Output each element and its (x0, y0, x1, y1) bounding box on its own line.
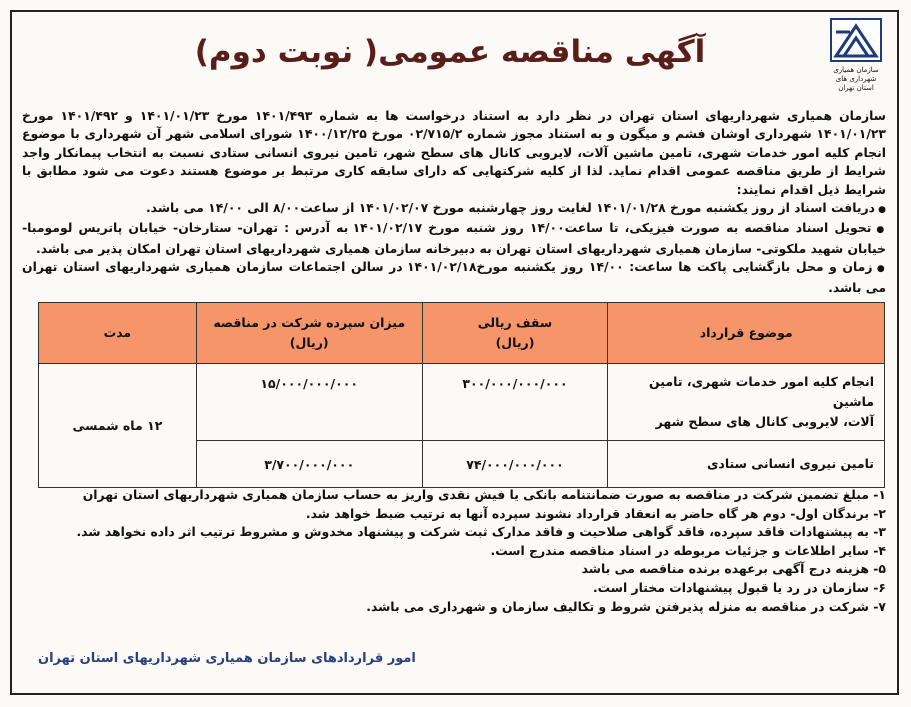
ceiling-cell: ۳۰۰/۰۰۰/۰۰۰/۰۰۰ (422, 364, 608, 441)
table-row (39, 364, 885, 441)
organization-logo (823, 18, 889, 90)
condition-item: ۶- سازمان در رد یا قبول پیشنهادات مختار است. (592, 579, 886, 595)
intro-paragraph: سازمان همیاری شهرداریهای استان تهران در نظر دارد به استناد درخواست ها به شماره ۱۴۰۱/۴۹۳ مورخ ۱۴۰۱/۰۱/۲۳ و ۱۴۰۱/۴۹۲ مورخ ۱۴۰۱/۰۱/۲۳ شهرداری اوشان فشم و میگون و به استناد مجوز شماره ۰۲/۷۱۵/۲ مورخ ۱۴۰۰/۱۲/۲۵ شورای اسلامی شهر آن شهرداری با موضوع انجام کلیه امور خدمات شهری، تامین ماشین آلات، لایروبی کانال های سطح شهر، تامین نیروی انسانی ستادی نسبت به انتخاب پیمانکار واجد شرایط از طریق مناقصه عمومی اقدام نماید. لذا از کلیه شرکتهایی که دارای سابقه کاری مرتبط بر موضوع هستند دعوت می شود مطابق با شرایط ذیل اقدام نمایند: (22, 108, 886, 197)
page-title: آگهی مناقصه عمومی( نوبت دوم) (194, 34, 706, 70)
deposit-cell: ۳/۷۰۰/۰۰۰/۰۰۰ (196, 441, 422, 488)
header-subject: موضوع قرارداد (608, 303, 885, 364)
condition-item: ۳- به پیشنهادات فاقد سپرده، فاقد گواهی صلاحیت و فاقد مدارک ثبت شرکت و پیشنهاد مخدوش و مشروط ترتیب اثر داده نخواهد شد. (76, 524, 886, 540)
bullet-item: ● تحویل اسناد مناقصه به صورت فیزیکی، تا ساعت۱۴/۰۰ روز شنبه مورخ ۱۴۰۱/۰۲/۱۷ به آدرس : تهران- ستارخان- خیابان پاتریس لومومبا- خیابان شهید ملکوتی- سازمان همیاری شهرداریهای استان تهران به دبیرخانه سازمان همیاری شهرداریهای استان تهران امکان پذیر می باشد. (22, 219, 886, 258)
deposit-cell: ۱۵/۰۰۰/۰۰۰/۰۰۰ (196, 364, 422, 441)
header-ceiling-unit: (ریال) (495, 335, 535, 350)
header-deposit (196, 303, 422, 364)
table-header-row (39, 303, 885, 364)
header-duration: مدت (39, 303, 197, 364)
condition-item: ۷- شرکت در مناقصه به منزله پذیرفتن شروط و تکالیف سازمان و شهرداری می باشد. (366, 598, 886, 614)
header-deposit-label: میزان سپرده شرکت در مناقصه (213, 315, 406, 330)
subject-cell: تامین نیروی انسانی ستادی (608, 441, 885, 488)
tender-table (38, 302, 885, 488)
logo-caption-line2: استان تهران (838, 84, 874, 92)
bullet-item: ● دریافت اسناد از روز یکشنبه مورخ ۱۴۰۱/۰۱/۲۸ لغایت روز چهارشنبه مورخ ۱۴۰۱/۰۲/۰۷ از ساعت۸/۰۰ الی ۱۴/۰۰ می باشد. (22, 199, 886, 219)
logo-icon (830, 18, 882, 62)
condition-item: ۴- سایر اطلاعات و جزئیات مربوطه در اسناد مناقصه مندرج است. (490, 542, 886, 558)
condition-item: ۱- مبلغ تضمین شرکت در مناقصه به صورت ضمانتنامه بانکی یا فیش نقدی واریز به حساب سازمان همیاری شهرداریهای استان تهران (82, 487, 886, 502)
subject-cell (608, 364, 885, 441)
condition-item: ۵- هزینه درج آگهی برعهده برنده مناقصه می باشد (581, 561, 886, 577)
header-deposit-unit: (ریال) (289, 335, 329, 350)
subject-line: انجام کلیه امور خدمات شهری، تامین ماشین (649, 374, 874, 409)
intro-section (22, 107, 886, 297)
conditions-list (22, 486, 886, 616)
logo-caption-line1: سازمان همیاری شهرداری های (833, 66, 879, 83)
bullet-item: ● زمان و محل بازگشایی پاکت ها ساعت: ۱۴/۰۰ روز یکشنبه مورخ۱۴۰۱/۰۲/۱۸ در سالن اجتماعات سازمان همیاری شهرداریهای استان تهران می باشد. (22, 258, 886, 297)
ceiling-cell: ۷۴/۰۰۰/۰۰۰/۰۰۰ (422, 441, 608, 488)
subject-line: آلات، لایروبی کانال های سطح شهر (655, 414, 874, 429)
footer-signature: امور قراردادهای سازمان همیاری شهرداریهای استان تهران (38, 651, 416, 666)
header-ceiling (422, 303, 608, 364)
duration-cell: ۱۲ ماه شمسی (39, 364, 197, 488)
condition-item: ۲- برندگان اول- دوم هر گاه حاضر به انعقاد قرارداد نشوند سپرده آنها به ترتیب ضبط خواهد شد. (305, 505, 886, 521)
header-ceiling-label: سقف ریالی (477, 315, 553, 330)
